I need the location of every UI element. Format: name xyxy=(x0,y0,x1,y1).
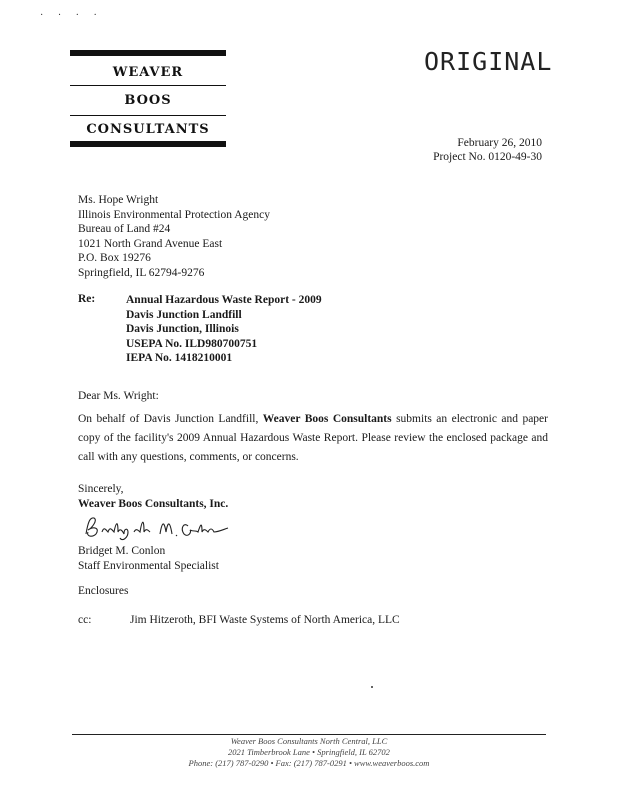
re-line: Annual Hazardous Waste Report - 2009 xyxy=(126,294,322,306)
signer-name: Bridget M. Conlon xyxy=(78,545,166,557)
letter-date: February 26, 2010 xyxy=(457,137,542,149)
signature-graphic xyxy=(82,512,242,542)
re-label: Re: xyxy=(78,293,96,305)
re-line: IEPA No. 1418210001 xyxy=(126,352,233,365)
scan-specks: · · · · xyxy=(40,10,103,21)
logo-word-weaver: WEAVER xyxy=(112,65,184,80)
handwritten-signature xyxy=(82,512,242,547)
company-logo xyxy=(70,50,226,147)
address-line: Bureau of Land #24 xyxy=(78,223,171,236)
cc-recipient: Jim Hitzeroth, BFI Waste Systems of North America, LLC xyxy=(130,614,400,626)
address-line: 1021 North Grand Avenue East xyxy=(78,237,223,250)
scan-marks xyxy=(520,0,585,5)
re-block xyxy=(126,293,322,366)
body-text-part: On behalf of Davis Junction Landfill, xyxy=(78,413,263,425)
signer-block xyxy=(78,544,219,573)
closing xyxy=(78,482,228,511)
closing-company: Weaver Boos Consultants, Inc. xyxy=(78,497,229,510)
body-text-part: submits an electronic and paper copy of the facility's 2009 Annual Hazardous Waste Report. Please review the enclosed package and call with any questions, comments, or concerns. xyxy=(78,413,548,463)
address-line: P.O. Box 19276 xyxy=(78,252,151,265)
recipient-address xyxy=(78,193,270,281)
cc-label: cc: xyxy=(78,614,92,626)
enclosures-label: Enclosures xyxy=(78,585,129,597)
salutation: Dear Ms. Wright: xyxy=(78,390,159,402)
body-paragraph xyxy=(78,410,548,467)
address-line: Ms. Hope Wright xyxy=(78,194,159,206)
logo-bar-top xyxy=(70,50,226,56)
address-line: Springfield, IL 62794-9276 xyxy=(78,266,205,279)
original-stamp: ORIGINAL xyxy=(424,47,553,76)
logo-word-consultants: CONSULTANTS xyxy=(86,122,210,137)
footer-company: Weaver Boos Consultants North Central, LLC xyxy=(230,736,388,746)
body-company-name: Weaver Boos Consultants xyxy=(262,413,392,425)
letterhead-footer xyxy=(72,736,546,769)
logo-divider xyxy=(70,115,226,116)
signer-title: Staff Environmental Specialist xyxy=(78,559,219,572)
logo-bar-bottom xyxy=(70,141,226,147)
re-line: Davis Junction, Illinois xyxy=(126,323,239,336)
footer-rule xyxy=(72,734,546,735)
re-line: Davis Junction Landfill xyxy=(126,308,242,321)
re-line: USEPA No. ILD980700751 xyxy=(126,337,258,350)
footer-address: 2021 Timberbrook Lane • Springfield, IL 62702 xyxy=(228,747,390,757)
logo-divider xyxy=(70,85,226,86)
scan-speck xyxy=(371,686,373,688)
address-line: Illinois Environmental Protection Agency xyxy=(78,208,270,221)
project-number: Project No. 0120-49-30 xyxy=(433,151,542,163)
footer-contact: Phone: (217) 787-0290 • Fax: (217) 787-0291 • www.weaverboos.com xyxy=(188,758,430,768)
logo-word-boos: BOOS xyxy=(124,93,172,108)
date-block xyxy=(433,136,542,164)
closing-sincerely: Sincerely, xyxy=(78,483,124,495)
